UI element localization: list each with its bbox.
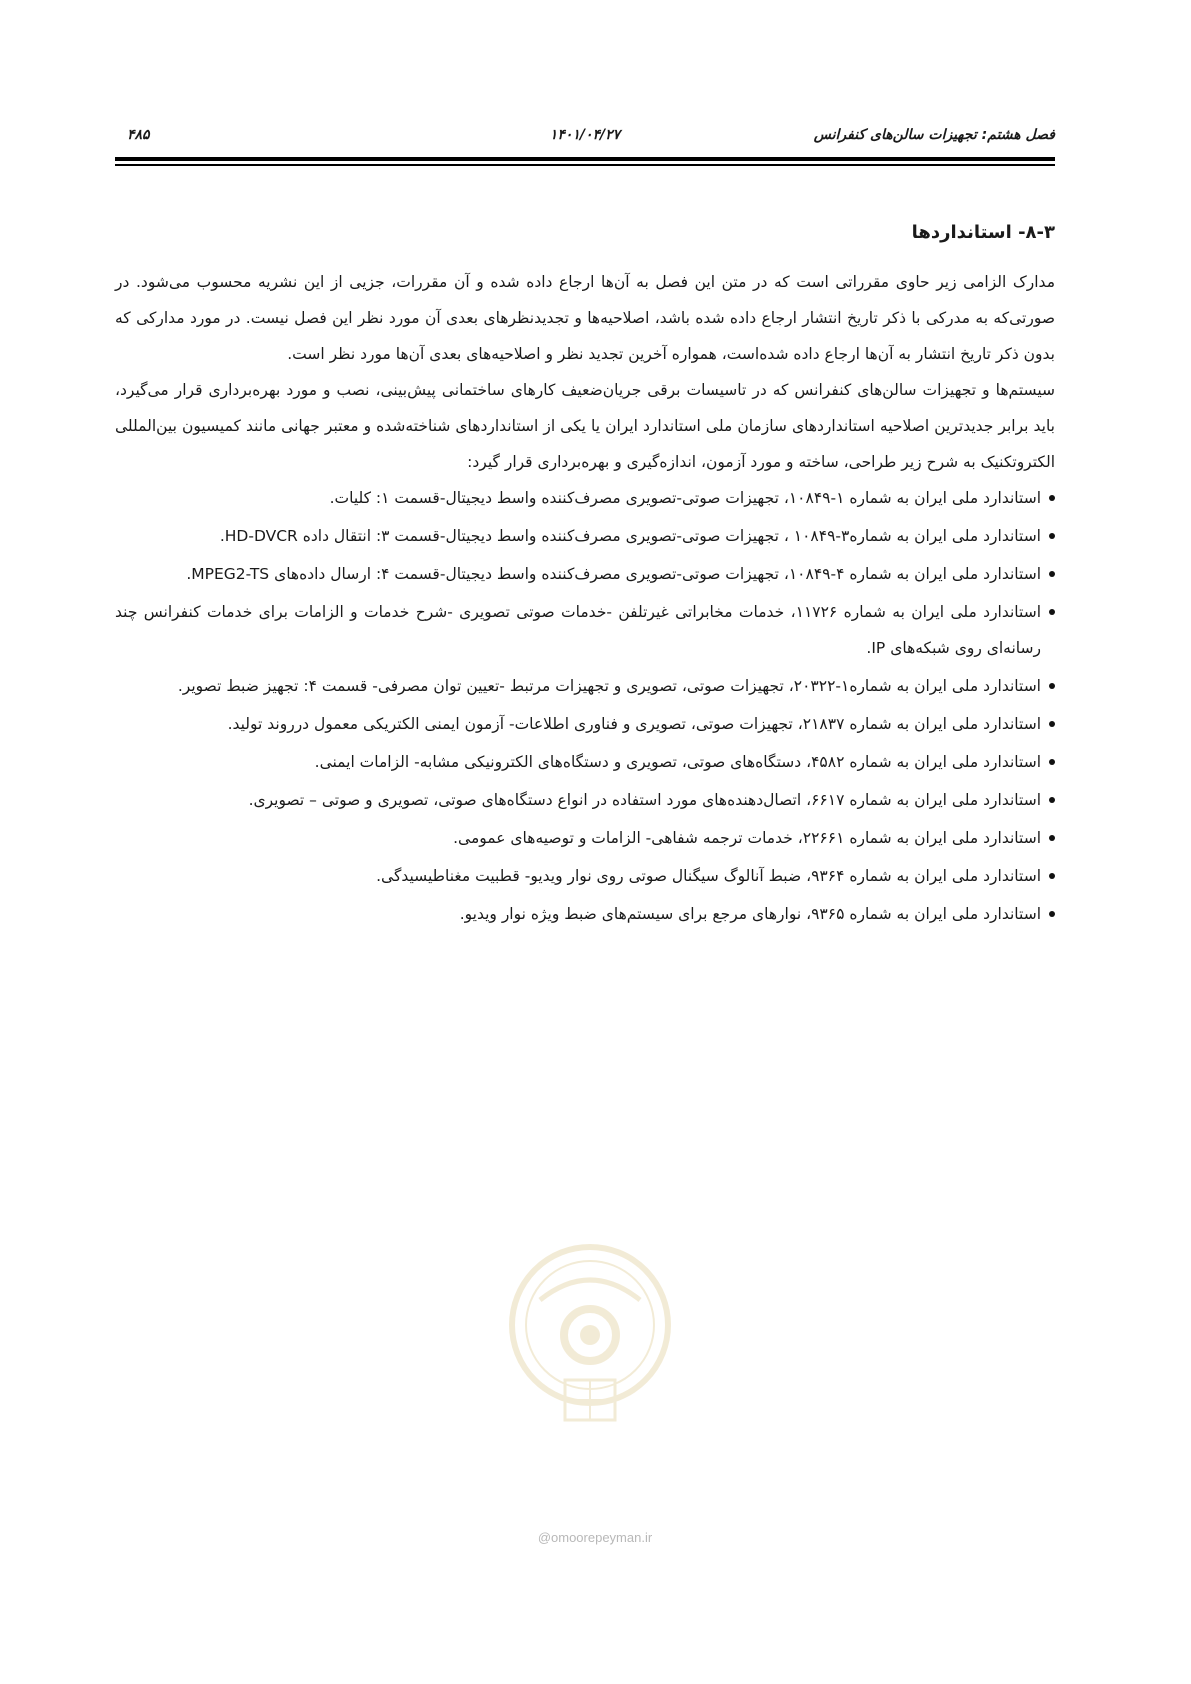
intro-paragraph: مدارک الزامی زیر حاوی مقرراتی است که در متن این فصل به آن‌ها ارجاع داده شده و آن مقررات، جزیی از این نشریه محسوب می‌شود. در صورتی‌که به مدرکی با ذکر تاریخ انتشار ارجاع داده شده باشد، اصلاحیه‌ها و تجدیدنظرهای بعدی آن مورد نظر این فصل نیست. در مورد مدارکی که بدون ذکر تاریخ انتشار به آن‌ها ارجاع داده شده‌است، همواره آخرین تجدید نظر و اصلاحیه‌های بعدی آن‌ها مورد نظر است. <box>115 273 1055 363</box>
list-item: استاندارد ملی ایران به شماره ۴۵۸۲، دستگاه‌های صوتی، تصویری و دستگاه‌های الکترونیکی مشابه- الزامات ایمنی. <box>115 744 1055 780</box>
document-body <box>115 218 1055 934</box>
list-item: استاندارد ملی ایران به شماره ۹۳۶۵، نوارهای مرجع برای سیستم‌های ضبط ویژه نوار ویدیو. <box>115 896 1055 932</box>
scope-paragraph: سیستم‌ها و تجهیزات سالن‌های کنفرانس که در تاسیسات برقی جریان‌ضعیف کارهای ساختمانی پیش‌بینی، نصب و مورد بهره‌برداری قرار می‌گیرد، باید برابر جدیدترین اصلاحیه استانداردهای سازمان ملی استاندارد ایران یا یکی از استانداردهای شناخته‌شده و معتبر جهانی مانند کمیسیون بین‌المللی الکتروتکنیک به شرح زیر طراحی، ساخته و مورد آزمون، اندازه‌گیری و بهره‌برداری قرار گیرد: <box>115 381 1055 471</box>
list-item: استاندارد ملی ایران به شماره ۴-۱۰۸۴۹، تجهیزات صوتی-تصویری مصرف‌کننده واسط دیجیتال-قسمت ۴: ارسال داده‌های MPEG2-TS. <box>115 556 1055 592</box>
list-item: استاندارد ملی ایران به شماره ۹۳۶۴، ضبط آنالوگ سیگنال صوتی روی نوار ویدیو- قطبیت مغناطیسیدگی. <box>115 858 1055 894</box>
watermark-seal-icon <box>505 1240 675 1440</box>
section-title: ۸-۳- استانداردها <box>911 222 1055 243</box>
standards-list <box>115 480 1055 932</box>
list-item: استاندارد ملی ایران به شماره ۲۲۶۶۱، خدمات ترجمه شفاهی- الزامات و توصیه‌های عمومی. <box>115 820 1055 856</box>
header-divider <box>115 157 1055 166</box>
list-item: استاندارد ملی ایران به شماره ۱۱۷۲۶، خدمات مخابراتی غیرتلفن -خدمات صوتی تصویری -شرح خدمات و الزامات برای خدمات کنفرانس چند رسانه‌ای روی شبکه‌های IP. <box>115 594 1055 666</box>
list-item: استاندارد ملی ایران به شماره ۲۱۸۳۷، تجهیزات صوتی، تصویری و فناوری اطلاعات- آزمون ایمنی الکتریکی معمول درروند تولید. <box>115 706 1055 742</box>
header-page-number: ۴۸۵ <box>127 127 150 143</box>
list-item: استاندارد ملی ایران به شماره۳-۱۰۸۴۹ ، تجهیزات صوتی-تصویری مصرف‌کننده واسط دیجیتال-قسمت ۳: انتقال داده HD-DVCR. <box>115 518 1055 554</box>
list-item: استاندارد ملی ایران به شماره ۶۶۱۷، اتصال‌دهنده‌های مورد استفاده در انواع دستگاه‌های صوتی، تصویری و صوتی – تصویری. <box>115 782 1055 818</box>
list-item: استاندارد ملی ایران به شماره۱-۲۰۳۲۲، تجهیزات صوتی، تصویری و تجهیزات مرتبط -تعیین توان مصرفی- قسمت ۴: تجهیز ضبط تصویر. <box>115 668 1055 704</box>
list-item: استاندارد ملی ایران به شماره ۱-۱۰۸۴۹، تجهیزات صوتی-تصویری مصرف‌کننده واسط دیجیتال-قسمت ۱: کلیات. <box>115 480 1055 516</box>
watermark-url: @omoorepeyman.ir <box>537 1530 653 1545</box>
header-chapter-title: فصل هشتم: تجهیزات سالن‌های کنفرانس <box>813 127 1055 143</box>
header-date: ۱۴۰۱/۰۴/۲۷ <box>549 127 621 143</box>
page-header <box>115 123 1055 153</box>
